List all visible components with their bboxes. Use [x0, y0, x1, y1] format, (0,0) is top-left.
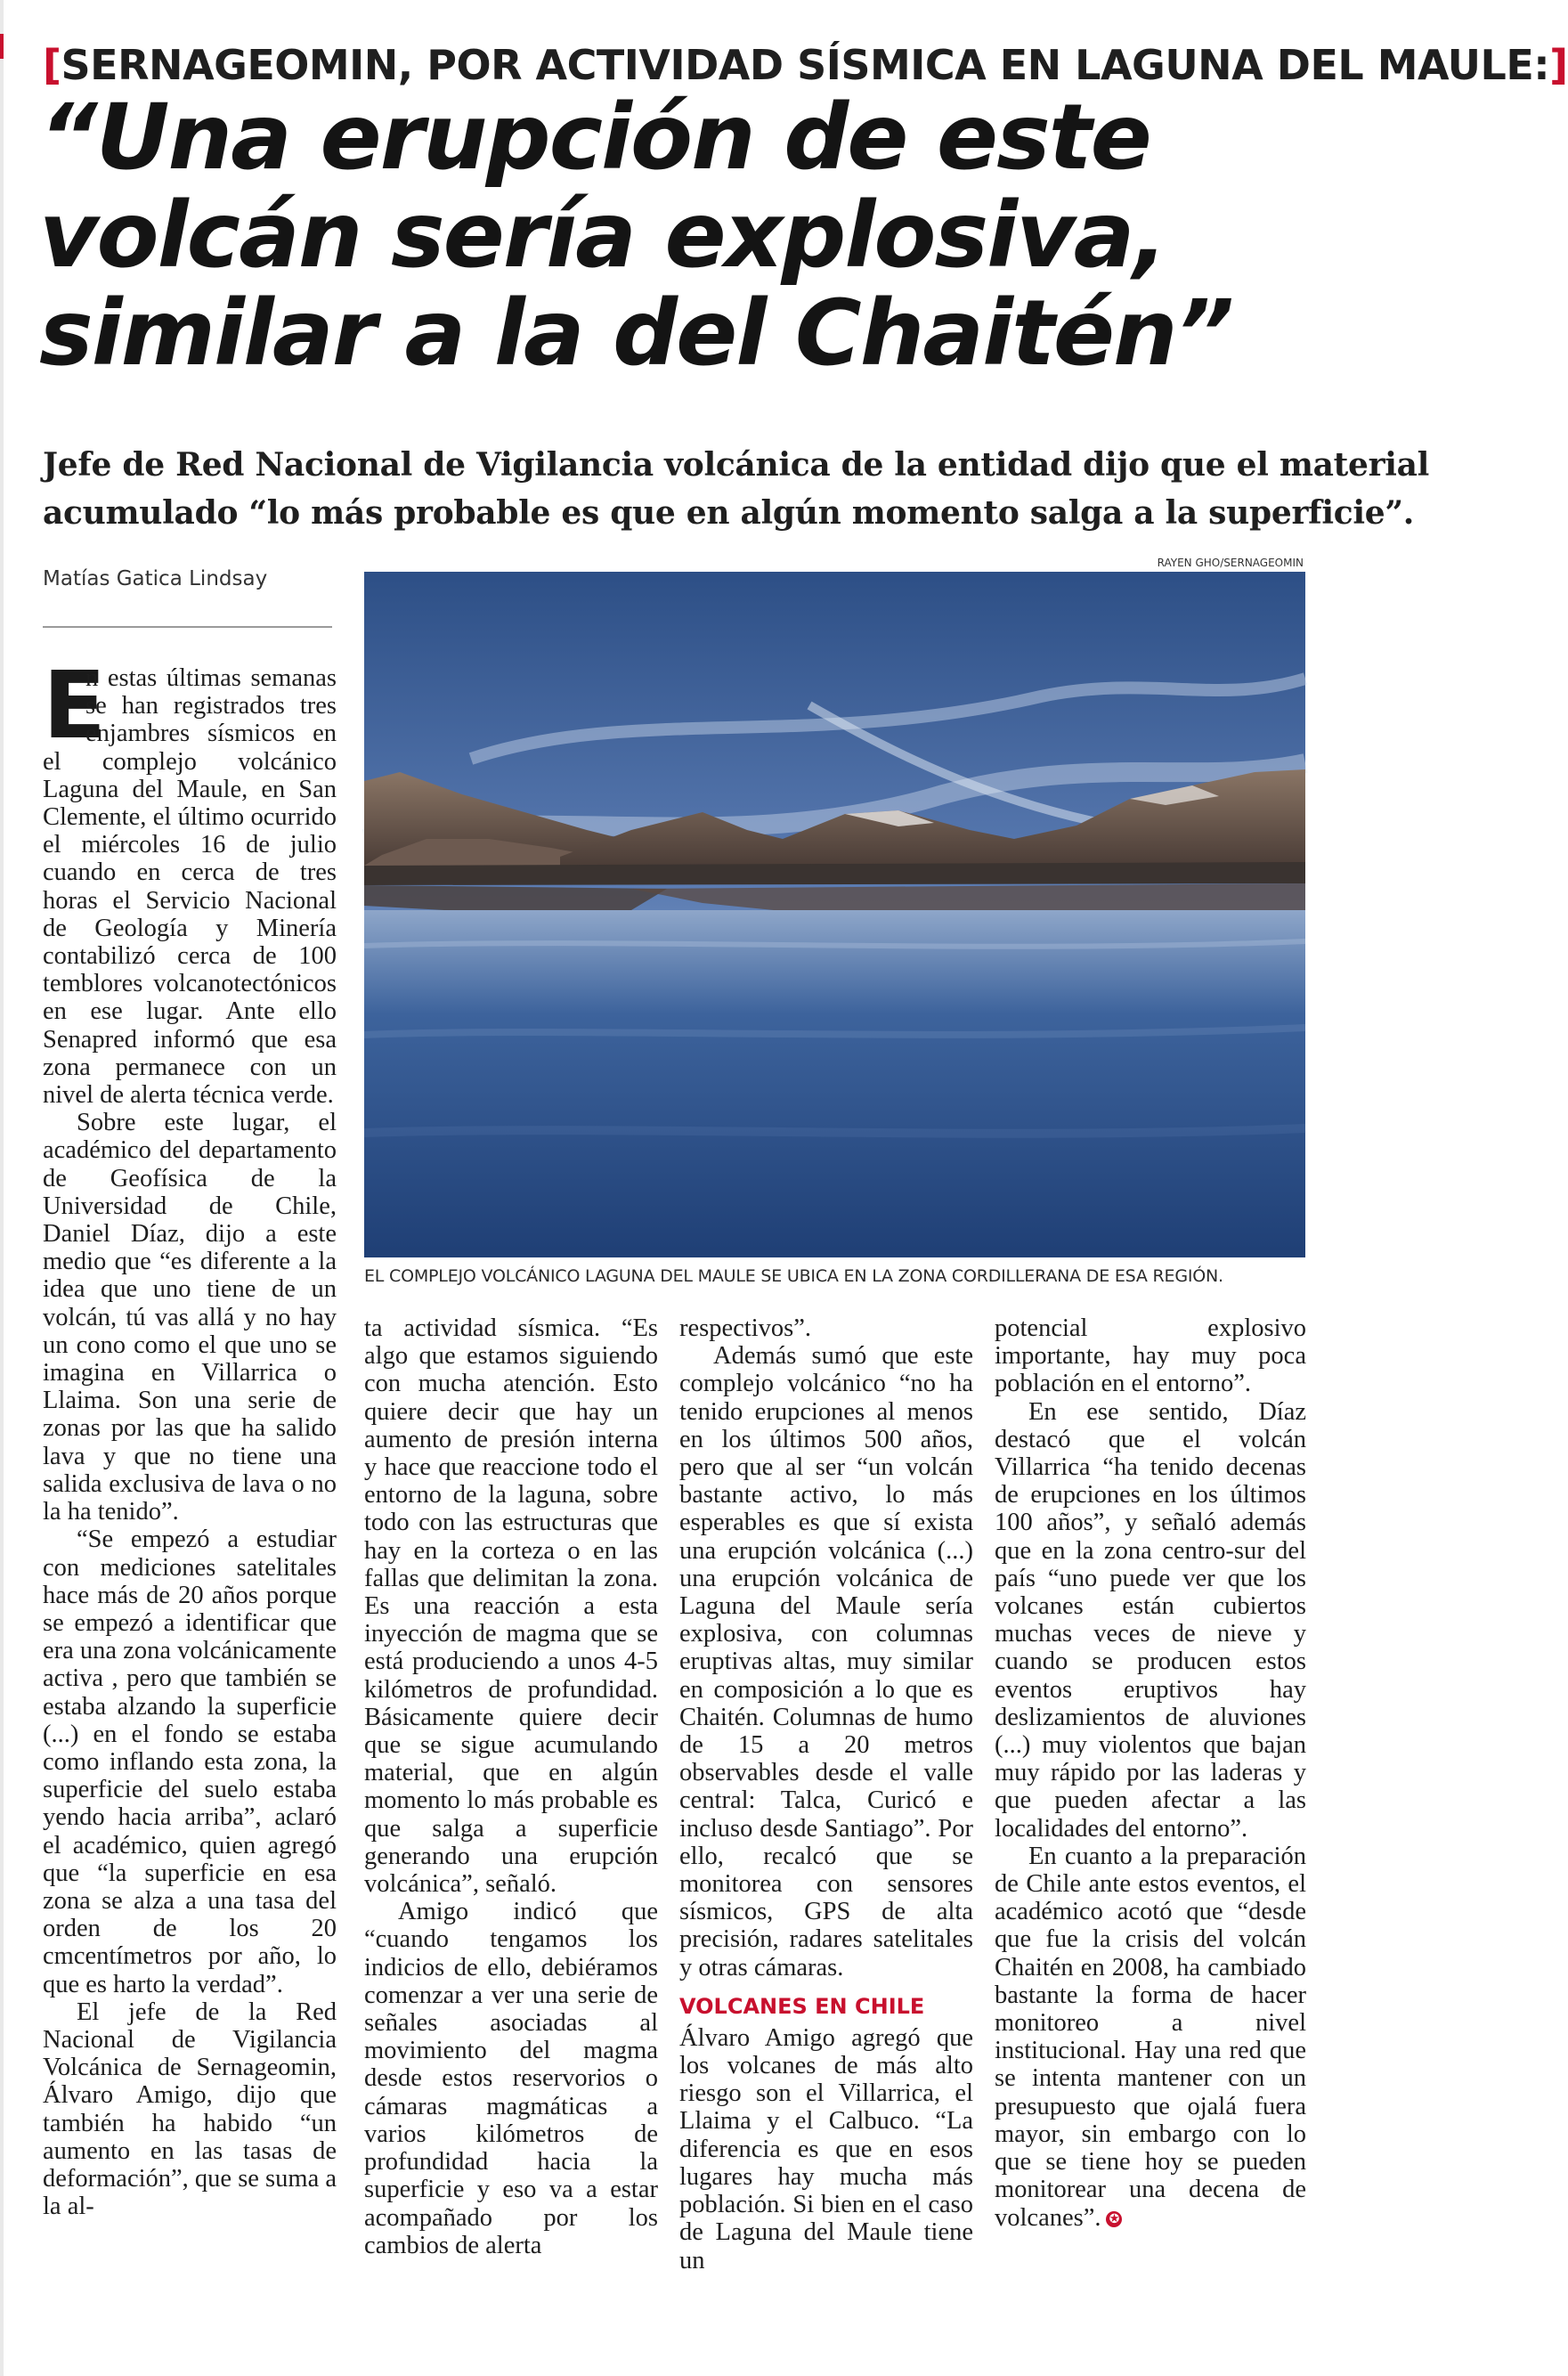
deck-line: acumulado “lo más probable es que en algún momento salga a la superficie”. [43, 494, 1414, 532]
photo-credit: RAYEN GHO/SERNAGEOMIN [1157, 557, 1304, 569]
paragraph: En ese sentido, Díaz destacó que el volcán Villarrica “ha tenido decenas de erupciones en los últimos 100 años”, y señaló además que en la zona centro-sur del país “uno puede ver que los volcanes están cubiertos muchas veces de nieve y cuando se producen estos eventos eruptivos hay deslizamientos de aluviones (...) muy violentos que bajan muy rápido por las laderas y que pueden afectar a las localidades del entorno”. [995, 1397, 1306, 1843]
headline-line: similar a la del Chaitén” [39, 281, 1233, 387]
kicker: [SERNAGEOMIN, POR ACTIVIDAD SÍSMICA EN LAGUNA DEL MAULE:] [43, 41, 1568, 89]
lake-landscape-image [364, 572, 1305, 1257]
paragraph-continued: respectivos”. [679, 1314, 811, 1342]
paragraph: Además sumó que este complejo volcánico “no ha tenido erupciones al menos en los últimos 500 años, pero que al ser “un volcán bastante activo, lo más esperables es que sí exista una erupción volcánica (...) una erupción volcánica de Laguna del Maule sería explosiva, con columnas eruptivas altas, muy similar en composición a lo que es Chaitén. Columnas de humo de 15 a 20 metros observables desde el valle central: Talca, Curicó e incluso desde Santiago”. Por ello, recalcó que se monitorea con sensores sísmicos, GPS de alta precisión, radares satelitales y otras cámaras. [679, 1342, 973, 1981]
column-1 [43, 651, 337, 2339]
paragraph-continued: ta actividad sísmica. “Es algo que estamos siguiendo con mucha atención. Esto quiere decir que hay un aumento de presión interna y hace que reaccione todo el entorno de la laguna, sobre todo con las estructuras que hay en la corteza o en las fallas que delimitan la zona. Es una reacción a esta inyección de magma que se está produciendo a unos 4-5 kilómetros de profundidad. Básicamente quiere decir que se sigue acumulando material, que en algún momento lo más probable es que salga a superficie generando una erupción volcánica”, señaló. [364, 1314, 658, 1899]
paragraph: Álvaro Amigo agregó que los volcanes de más alto riesgo son el Villarrica, el Llaima y el Calbuco. “La diferencia es que en esos lugares hay mucha más población. Si bien en el caso de Laguna del Maule tiene un [679, 2023, 973, 2274]
lake-photo [364, 572, 1305, 1257]
photo-caption: EL COMPLEJO VOLCÁNICO LAGUNA DEL MAULE SE UBICA EN LA ZONA CORDILLERANA DE ESA REGIÓN. [364, 1266, 1223, 1286]
author-byline: Matías Gatica Lindsay [43, 567, 268, 590]
headline-line: volcán sería explosiva, [39, 183, 1166, 289]
column-4 [995, 1314, 1306, 2339]
closing-paragraph-text: En cuanto a la preparación de Chile ante estos eventos, el académico acotó que “desde que fue la crisis del volcán Chaitén en 2008, ha cambiado bastante la forma de hacer monitoreo a nivel institucional. Hay una red que se intenta mantener con un presupuesto que ojalá fuera mayor, sin embargo con lo que se tiene hoy se pueden monitorear una decena de volcanes”. [995, 1842, 1306, 2232]
paragraph-continued: potencial explosivo importante, hay muy poca población en el entorno”. [995, 1314, 1306, 1398]
byline-divider [43, 626, 332, 628]
paragraph: Amigo indicó que “cuando tengamos los indicios de ello, debiéramos comenzar a ver una serie de señales asociadas al movimiento del magma desde estos reservorios o cámaras magmáticas a varios kilómetros de profundidad hacia la superficie y eso va a estar acompañado por los cambios de alerta [364, 1898, 658, 2259]
end-of-article-icon: ✪ [1106, 2211, 1122, 2227]
lead-paragraph-text: n estas últimas semanas se han registrados tres enjambres sísmicos en el complejo volcánico Laguna del Maule, en San Clemente, el último ocurrido el miércoles 16 de julio cuando en cerca de tres horas el Servicio Nacional de Geología y Minería contabilizó cerca de 100 temblores volcanotectónicos en ese lugar. Ante ello Senapred informó que esa zona permanece con un nivel de alerta técnica verde. [43, 664, 337, 1110]
paragraph [995, 1843, 1306, 2232]
left-margin-rule [0, 0, 4, 2376]
drop-cap: E [43, 651, 107, 760]
kicker-text: SERNAGEOMIN, POR ACTIVIDAD SÍSMICA EN LAGUNA DEL MAULE: [61, 41, 1550, 89]
section-color-marker [0, 34, 4, 59]
headline [39, 85, 1304, 387]
deck [43, 441, 1430, 537]
paragraph: El jefe de la Red Nacional de Vigilancia Volcánica de Sernageomin, Álvaro Amigo, dijo que también ha habido “un aumento en las tasas de deformación”, que se suma a la al- [43, 1998, 337, 2221]
paragraph: “Se empezó a estudiar con mediciones satelitales hace más de 20 años porque se empezó a identificar que era una zona volcánicamente activa , pero que también se estaba alzando la superficie (...) en el fondo se estaba como inflando esta zona, la superficie del suelo estaba yendo hacia arriba”, aclaró el académico, quien agregó que “la superficie en esa zona se alza a una tasa del orden de los 20 cmcentímetros por año, lo que es harto la verdad”. [43, 1526, 337, 1998]
section-subhead: VOLCANES EN CHILE [679, 1993, 925, 2019]
headline-line: “Una erupción de este [39, 85, 1150, 191]
lead-paragraph [43, 651, 337, 1110]
column-3 [679, 1314, 973, 2339]
deck-line: Jefe de Red Nacional de Vigilancia volcánica de la entidad dijo que el material [43, 446, 1430, 484]
paragraph: Sobre este lugar, el académico del departamento de Geofísica de la Universidad de Chile, Daniel Díaz, dijo a este medio que “es diferente a la idea que uno tiene de un volcán, tú vas allá y no hay un cono como el que uno se imagina en Villarrica o Llaima. Son una serie de zonas por las que ha salido lava y que no tiene una salida exclusiva de lava o no la ha tenido”. [43, 1109, 337, 1526]
column-2 [364, 1314, 658, 2339]
